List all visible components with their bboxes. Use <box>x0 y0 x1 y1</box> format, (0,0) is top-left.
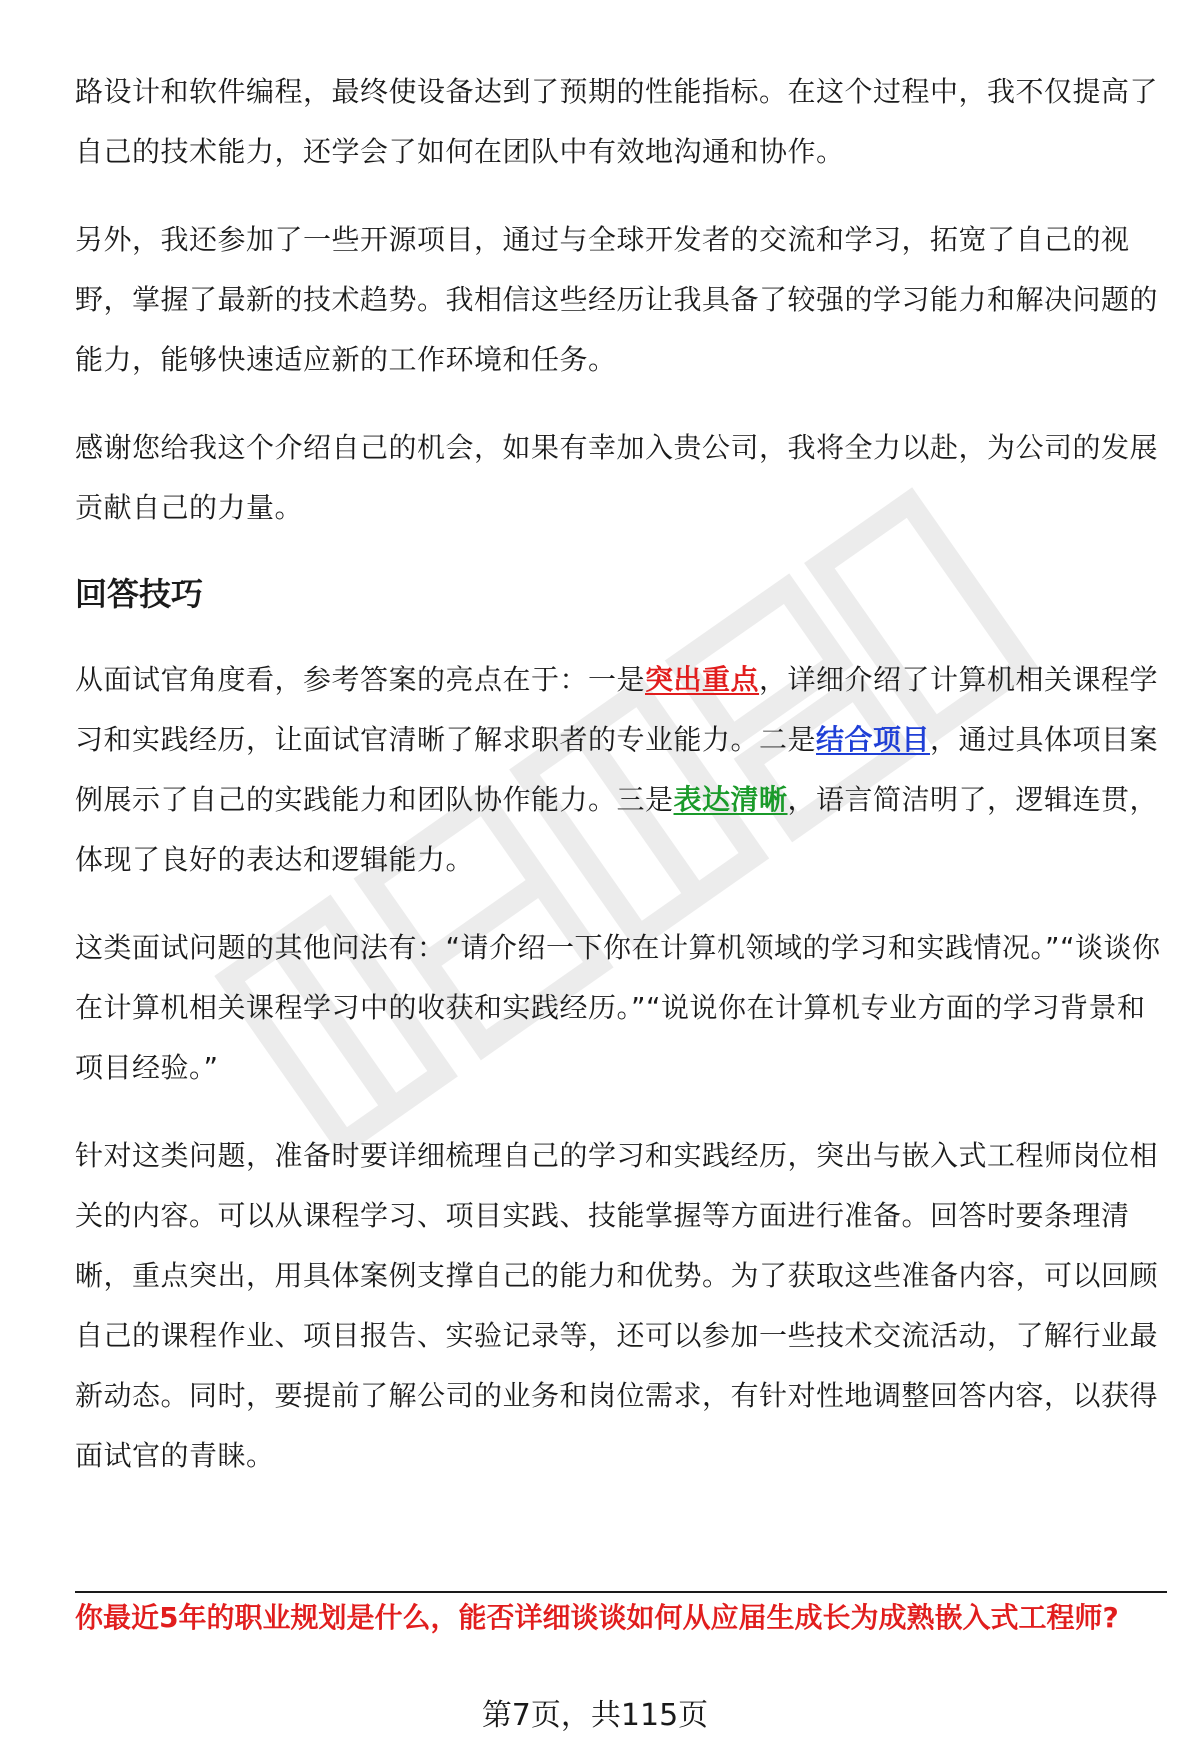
paragraph-2: 另外，我还参加了一些开源项目，通过与全球开发者的交流和学习，拓宽了自己的视野，掌握了最新的技术趋势。我相信这些经历让我具备了较强的学习能力和解决问题的能力，能够快速适应新的工作环境和任务。 <box>75 223 1159 376</box>
paragraph-3: 感谢您给我这个介绍自己的机会，如果有幸加入贵公司，我将全力以赴，为公司的发展贡献自己的力量。 <box>75 431 1159 524</box>
next-question-title: 你最近5年的职业规划是什么，能否详细谈谈如何从应届生成长为成熟嵌入式工程师? <box>75 1601 1119 1634</box>
page-footer: 第7页，共115页 <box>481 1698 709 1733</box>
section-heading: 回答技巧 <box>75 575 204 613</box>
document-body <box>75 62 1167 1486</box>
tip-text: ，语言简洁明了，逻辑连贯，体现了良好的表达和逻辑能力。 <box>75 783 1159 876</box>
tip-text: 从面试官角度看，参考答案的亮点在于：一是 <box>75 663 646 696</box>
tip-paragraph-1 <box>75 650 1167 890</box>
highlight-project: 结合项目 <box>816 723 931 756</box>
tip-text: ，通过具体项目案例展示了自己的实践能力和团队协作能力。三是 <box>75 723 1159 816</box>
highlight-focus: 突出重点 <box>645 663 760 696</box>
tip-paragraph-3: 针对这类问题，准备时要详细梳理自己的学习和实践经历，突出与嵌入式工程师岗位相关的内容。可以从课程学习、项目实践、技能掌握等方面进行准备。回答时要条理清晰，重点突出，用具体案例支撑自己的能力和优势。为了获取这些准备内容，可以回顾自己的课程作业、项目报告、实验记录等，还可以参加一些技术交流活动，了解行业最新动态。同时，要提前了解公司的业务和岗位需求，有针对性地调整回答内容，以获得面试官的青睐。 <box>75 1139 1159 1472</box>
paragraph-1: 路设计和软件编程，最终使设备达到了预期的性能指标。在这个过程中，我不仅提高了自己的技术能力，还学会了如何在团队中有效地沟通和协作。 <box>75 75 1159 168</box>
tip-paragraph-2: 这类面试问题的其他问法有：“请介绍一下你在计算机领域的学习和实践情况。”“谈谈你在计算机相关课程学习中的收获和实践经历。”“说说你在计算机专业方面的学习背景和项目经验。” <box>75 931 1161 1084</box>
tip-text: ，详细介绍了计算机相关课程学习和实践经历，让面试官清晰了解求职者的专业能力。二是 <box>75 663 1159 756</box>
highlight-clarity: 表达清晰 <box>673 783 788 816</box>
section-divider <box>75 1591 1167 1593</box>
